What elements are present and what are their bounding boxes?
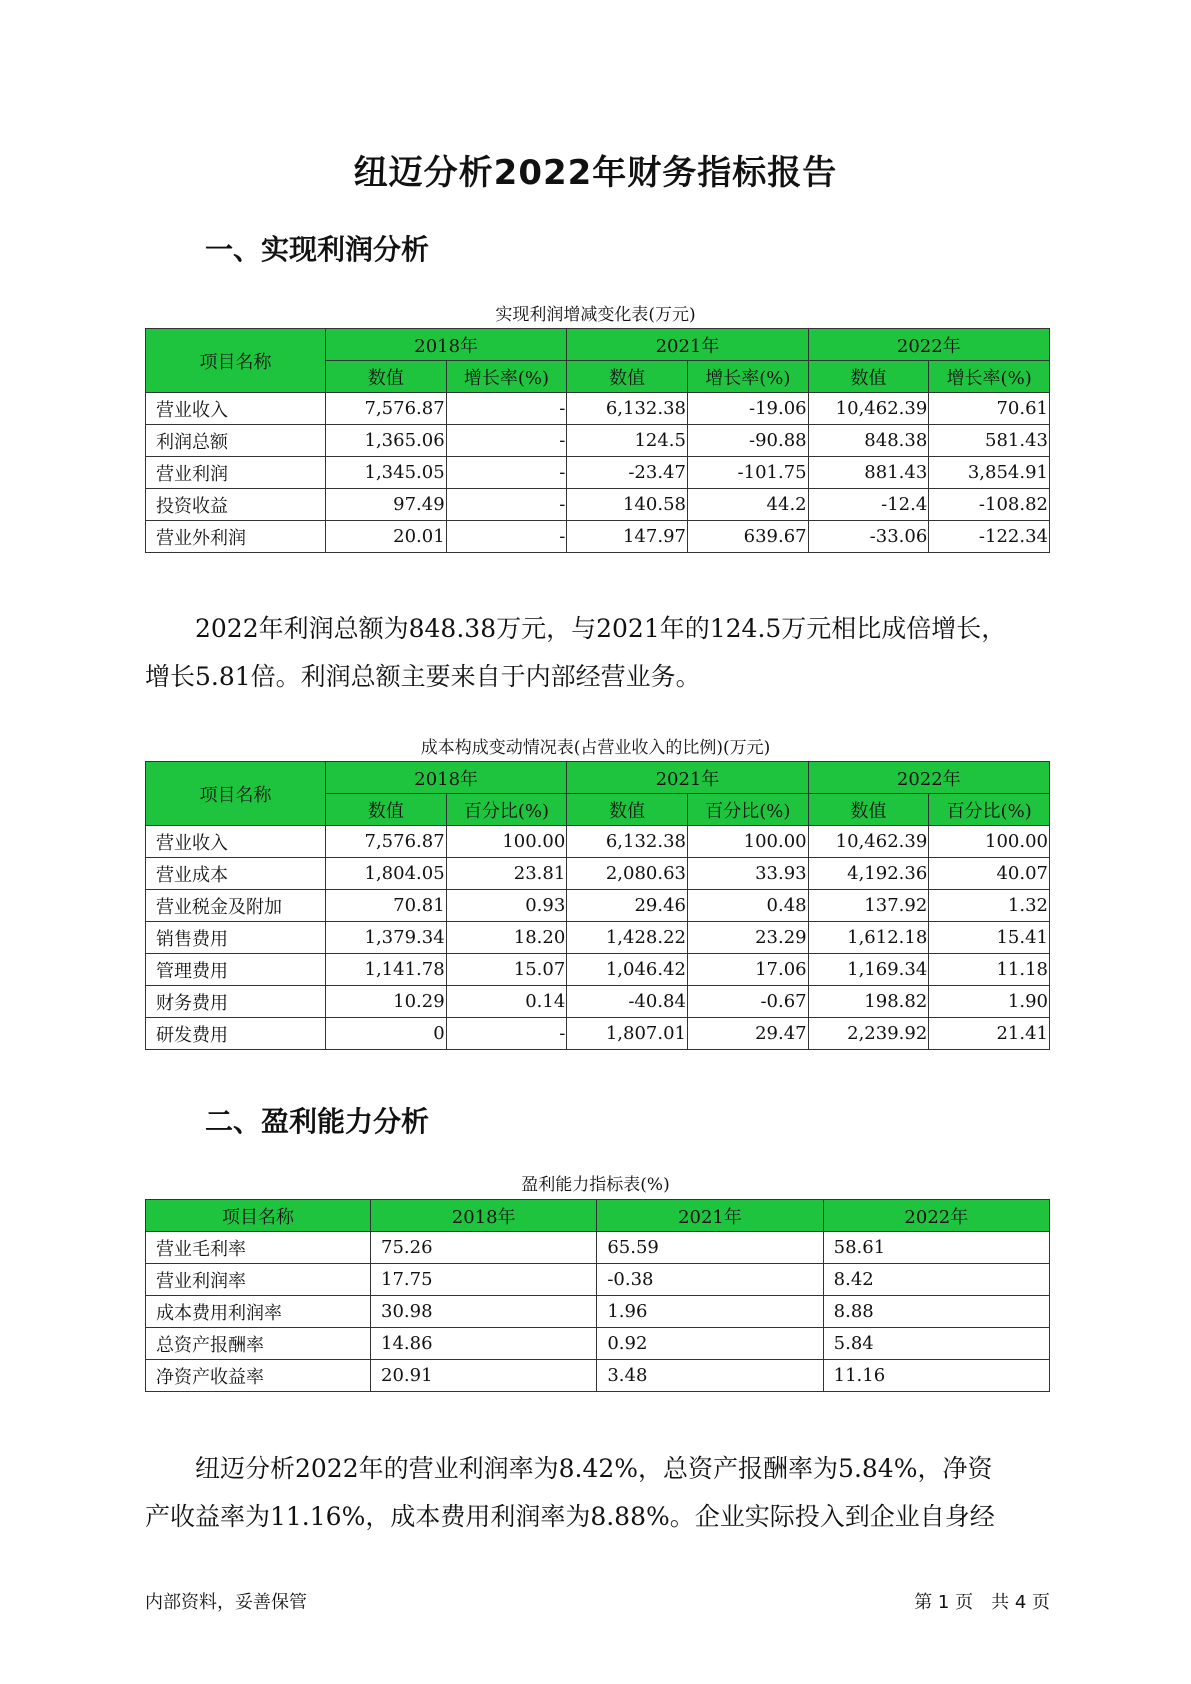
table-cell: - bbox=[446, 393, 567, 425]
section-heading-profit: 一、实现利润分析 bbox=[205, 233, 430, 266]
col-subheader-value: 数值 bbox=[567, 794, 688, 826]
table-cell: 1,428.22 bbox=[567, 922, 688, 954]
table-cell: 6,132.38 bbox=[567, 393, 688, 425]
row-label: 营业收入 bbox=[146, 826, 326, 858]
table-cell: 40.07 bbox=[929, 858, 1050, 890]
table3-caption: 盈利能力指标表(%) bbox=[521, 1175, 670, 1195]
table-cell: 29.46 bbox=[567, 890, 688, 922]
table-cell: 1,612.18 bbox=[808, 922, 929, 954]
row-label: 营业外利润 bbox=[146, 521, 326, 553]
row-label: 总资产报酬率 bbox=[146, 1328, 371, 1360]
table-cell: 1,807.01 bbox=[567, 1018, 688, 1050]
table-row bbox=[146, 1264, 1050, 1296]
col-subheader-percent: 百分比(%) bbox=[929, 794, 1050, 826]
table-cell: 147.97 bbox=[567, 521, 688, 553]
table-cell: -12.4 bbox=[808, 489, 929, 521]
row-label: 研发费用 bbox=[146, 1018, 326, 1050]
table-cell: 848.38 bbox=[808, 425, 929, 457]
table-cell: 137.92 bbox=[808, 890, 929, 922]
col-header-year: 2021年 bbox=[597, 1200, 823, 1232]
row-label: 销售费用 bbox=[146, 922, 326, 954]
table-header-row bbox=[146, 329, 1050, 361]
table-row bbox=[146, 521, 1050, 553]
table-cell: 100.00 bbox=[446, 826, 567, 858]
table-cell: 0 bbox=[326, 1018, 447, 1050]
table-cell: 7,576.87 bbox=[326, 826, 447, 858]
table-cell: - bbox=[446, 1018, 567, 1050]
col-header-year: 2018年 bbox=[371, 1200, 597, 1232]
col-header-year: 2022年 bbox=[808, 329, 1049, 361]
col-header-year: 2022年 bbox=[808, 762, 1049, 794]
col-subheader-value: 数值 bbox=[808, 794, 929, 826]
table-cell: 30.98 bbox=[371, 1296, 597, 1328]
table-cell: 23.29 bbox=[687, 922, 808, 954]
table-cell: 8.88 bbox=[823, 1296, 1049, 1328]
table-cell: 11.16 bbox=[823, 1360, 1049, 1392]
table-cell: 70.81 bbox=[326, 890, 447, 922]
table-cell: 14.86 bbox=[371, 1328, 597, 1360]
table-cell: 65.59 bbox=[597, 1232, 823, 1264]
row-label: 营业利润率 bbox=[146, 1264, 371, 1296]
col-subheader-value: 数值 bbox=[808, 361, 929, 393]
profitability-table-body bbox=[146, 1232, 1050, 1392]
col-subheader-value: 数值 bbox=[326, 361, 447, 393]
table-row bbox=[146, 425, 1050, 457]
table-cell: 10,462.39 bbox=[808, 826, 929, 858]
row-label: 营业税金及附加 bbox=[146, 890, 326, 922]
table-row bbox=[146, 890, 1050, 922]
row-label: 成本费用利润率 bbox=[146, 1296, 371, 1328]
table-cell: 18.20 bbox=[446, 922, 567, 954]
table-row bbox=[146, 1296, 1050, 1328]
table-header-row bbox=[146, 1200, 1050, 1232]
table-cell: 10.29 bbox=[326, 986, 447, 1018]
table-cell: -0.38 bbox=[597, 1264, 823, 1296]
table-cell: - bbox=[446, 521, 567, 553]
table-cell: 2,239.92 bbox=[808, 1018, 929, 1050]
table-cell: -33.06 bbox=[808, 521, 929, 553]
profit-table-body bbox=[146, 393, 1050, 553]
table-cell: 1.90 bbox=[929, 986, 1050, 1018]
table-cell: - bbox=[446, 489, 567, 521]
table-cell: - bbox=[446, 425, 567, 457]
table-cell: 17.06 bbox=[687, 954, 808, 986]
section-heading-profitability: 二、盈利能力分析 bbox=[205, 1105, 430, 1138]
table-cell: 29.47 bbox=[687, 1018, 808, 1050]
table-cell: 11.18 bbox=[929, 954, 1050, 986]
table-row bbox=[146, 393, 1050, 425]
col-subheader-value: 数值 bbox=[567, 361, 688, 393]
col-header-year: 2022年 bbox=[823, 1200, 1049, 1232]
row-label: 管理费用 bbox=[146, 954, 326, 986]
table-cell: -40.84 bbox=[567, 986, 688, 1018]
table-row bbox=[146, 489, 1050, 521]
table2-caption: 成本构成变动情况表(占营业收入的比例)(万元) bbox=[420, 738, 771, 758]
col-header-item-name: 项目名称 bbox=[146, 1200, 371, 1232]
row-label: 财务费用 bbox=[146, 986, 326, 1018]
profit-summary-line-2: 增长5.81倍。利润总额主要来自于内部经营业务。 bbox=[145, 662, 701, 691]
table-cell: 5.84 bbox=[823, 1328, 1049, 1360]
table-cell: 100.00 bbox=[687, 826, 808, 858]
col-subheader-value: 数值 bbox=[326, 794, 447, 826]
table-row bbox=[146, 858, 1050, 890]
profit-summary-line-1: 2022年利润总额为848.38万元，与2021年的124.5万元相比成倍增长， bbox=[195, 614, 1007, 643]
table-cell: 100.00 bbox=[929, 826, 1050, 858]
table-cell: 4,192.36 bbox=[808, 858, 929, 890]
table-cell: 124.5 bbox=[567, 425, 688, 457]
table-cell: 17.75 bbox=[371, 1264, 597, 1296]
table-cell: 1,379.34 bbox=[326, 922, 447, 954]
report-title: 纽迈分析2022年财务指标报告 bbox=[353, 153, 838, 193]
table-cell: 70.61 bbox=[929, 393, 1050, 425]
table-cell: 0.92 bbox=[597, 1328, 823, 1360]
col-subheader-growth: 增长率(%) bbox=[446, 361, 567, 393]
row-label: 利润总额 bbox=[146, 425, 326, 457]
table-cell: 15.41 bbox=[929, 922, 1050, 954]
table-cell: 3.48 bbox=[597, 1360, 823, 1392]
col-subheader-percent: 百分比(%) bbox=[687, 794, 808, 826]
table-cell: 881.43 bbox=[808, 457, 929, 489]
col-header-year: 2018年 bbox=[326, 762, 567, 794]
table-cell: -122.34 bbox=[929, 521, 1050, 553]
table-cell: 3,854.91 bbox=[929, 457, 1050, 489]
table-row bbox=[146, 826, 1050, 858]
row-label: 净资产收益率 bbox=[146, 1360, 371, 1392]
profitability-summary-line-2: 产收益率为11.16%，成本费用利润率为8.88%。企业实际投入到企业自身经 bbox=[145, 1502, 995, 1531]
table-row bbox=[146, 457, 1050, 489]
col-header-year: 2021年 bbox=[567, 762, 808, 794]
table-cell: 58.61 bbox=[823, 1232, 1049, 1264]
table-cell: -19.06 bbox=[687, 393, 808, 425]
table-cell: -101.75 bbox=[687, 457, 808, 489]
table-cell: 1,804.05 bbox=[326, 858, 447, 890]
table-cell: 581.43 bbox=[929, 425, 1050, 457]
col-header-item-name: 项目名称 bbox=[146, 329, 326, 393]
table-cell: 21.41 bbox=[929, 1018, 1050, 1050]
table-cell: 1.32 bbox=[929, 890, 1050, 922]
footer-confidential-note: 内部资料，妥善保管 bbox=[145, 1592, 307, 1613]
table-cell: 97.49 bbox=[326, 489, 447, 521]
table-cell: 20.01 bbox=[326, 521, 447, 553]
table-cell: 75.26 bbox=[371, 1232, 597, 1264]
table-row bbox=[146, 986, 1050, 1018]
table-row bbox=[146, 1360, 1050, 1392]
profit-change-table bbox=[145, 328, 1050, 553]
table-cell: 0.14 bbox=[446, 986, 567, 1018]
table-cell: 1,141.78 bbox=[326, 954, 447, 986]
table-cell: 198.82 bbox=[808, 986, 929, 1018]
table1-caption: 实现利润增减变化表(万元) bbox=[495, 305, 696, 325]
row-label: 营业利润 bbox=[146, 457, 326, 489]
col-header-year: 2021年 bbox=[567, 329, 808, 361]
table-cell: 23.81 bbox=[446, 858, 567, 890]
cost-structure-table bbox=[145, 761, 1050, 1050]
table-row bbox=[146, 922, 1050, 954]
table-row bbox=[146, 954, 1050, 986]
table-cell: 15.07 bbox=[446, 954, 567, 986]
table-cell: 10,462.39 bbox=[808, 393, 929, 425]
row-label: 营业成本 bbox=[146, 858, 326, 890]
row-label: 营业毛利率 bbox=[146, 1232, 371, 1264]
table-cell: 6,132.38 bbox=[567, 826, 688, 858]
row-label: 营业收入 bbox=[146, 393, 326, 425]
table-cell: 7,576.87 bbox=[326, 393, 447, 425]
table-cell: 33.93 bbox=[687, 858, 808, 890]
table-cell: -23.47 bbox=[567, 457, 688, 489]
table-cell: 8.42 bbox=[823, 1264, 1049, 1296]
table-cell: 0.93 bbox=[446, 890, 567, 922]
col-header-year: 2018年 bbox=[326, 329, 567, 361]
profitability-table bbox=[145, 1199, 1050, 1392]
table-cell: 639.67 bbox=[687, 521, 808, 553]
table-cell: 0.48 bbox=[687, 890, 808, 922]
col-subheader-growth: 增长率(%) bbox=[687, 361, 808, 393]
table-cell: 20.91 bbox=[371, 1360, 597, 1392]
row-label: 投资收益 bbox=[146, 489, 326, 521]
table-cell: 44.2 bbox=[687, 489, 808, 521]
table-row bbox=[146, 1328, 1050, 1360]
table-cell: 1.96 bbox=[597, 1296, 823, 1328]
cost-table-body bbox=[146, 826, 1050, 1050]
table-cell: 140.58 bbox=[567, 489, 688, 521]
table-row bbox=[146, 1018, 1050, 1050]
table-cell: -108.82 bbox=[929, 489, 1050, 521]
table-cell: - bbox=[446, 457, 567, 489]
footer-page-number: 第 1 页 共 4 页 bbox=[914, 1592, 1050, 1613]
table-header-row bbox=[146, 762, 1050, 794]
table-cell: -0.67 bbox=[687, 986, 808, 1018]
profitability-summary-line-1: 纽迈分析2022年的营业利润率为8.42%，总资产报酬率为5.84%，净资 bbox=[195, 1454, 993, 1483]
table-cell: 1,365.06 bbox=[326, 425, 447, 457]
table-cell: 1,345.05 bbox=[326, 457, 447, 489]
col-subheader-growth: 增长率(%) bbox=[929, 361, 1050, 393]
table-cell: 1,046.42 bbox=[567, 954, 688, 986]
col-header-item-name: 项目名称 bbox=[146, 762, 326, 826]
table-cell: 1,169.34 bbox=[808, 954, 929, 986]
table-cell: -90.88 bbox=[687, 425, 808, 457]
table-cell: 2,080.63 bbox=[567, 858, 688, 890]
col-subheader-percent: 百分比(%) bbox=[446, 794, 567, 826]
table-row bbox=[146, 1232, 1050, 1264]
